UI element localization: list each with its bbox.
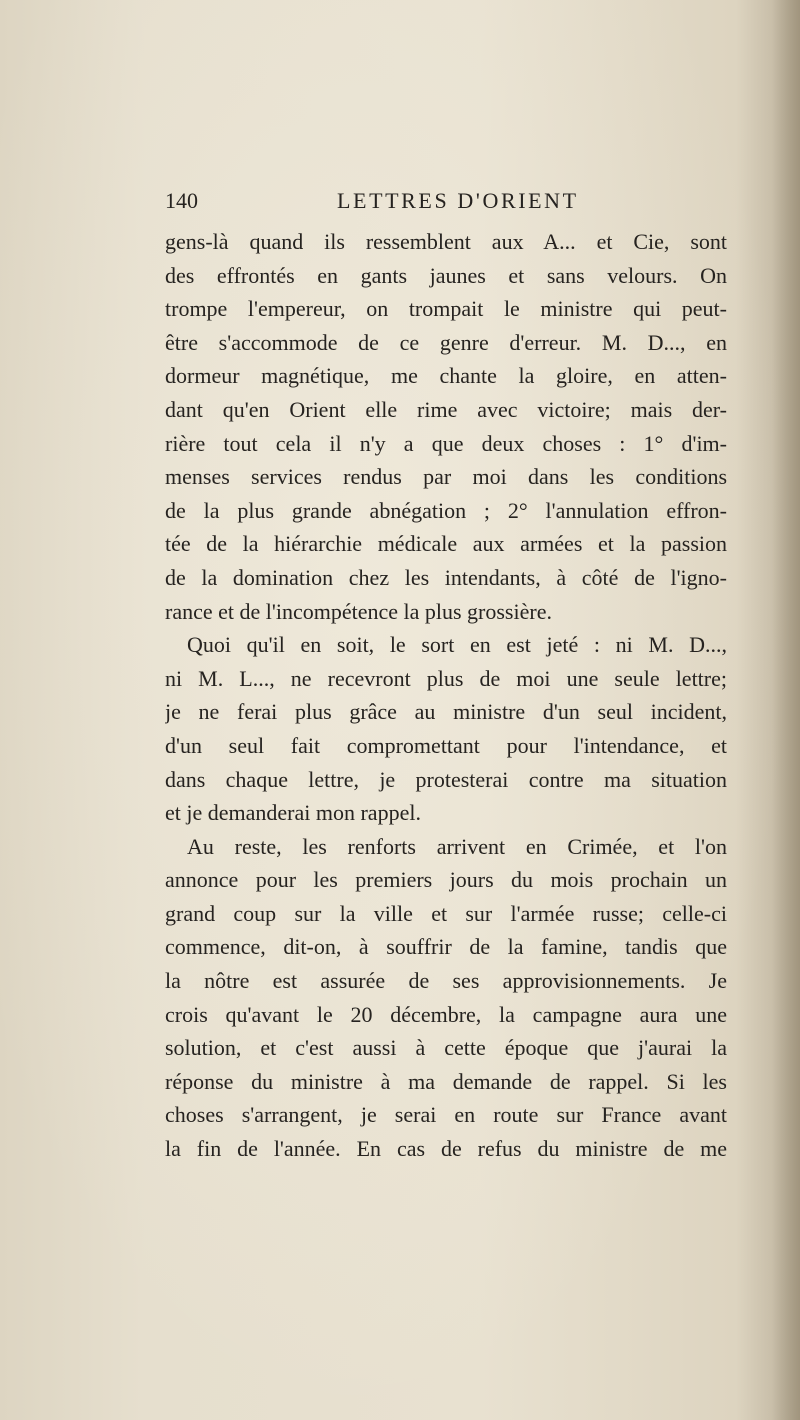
text-line: de la plus grande abnégation ; 2° l'annulation effron- <box>165 497 727 523</box>
text-line: je ne ferai plus grâce au ministre d'un seul incident, <box>165 699 727 725</box>
text-line: gens-là quand ils ressemblent aux A... et Cie, sont <box>165 229 727 254</box>
text-line: trompe l'empereur, on trompait le ministre qui peut- <box>165 296 727 322</box>
text-line: ni M. L..., ne recevront plus de moi une seule lettre; <box>165 665 727 691</box>
text-line: grand coup sur la ville et sur l'armée russe; celle-ci <box>165 900 727 926</box>
text-line: des effrontés en gants jaunes et sans velours. On <box>165 262 727 288</box>
text-line: choses s'arrangent, je serai en route sur France avant <box>165 1102 727 1128</box>
text-line: d'un seul fait compromettant pour l'intendance, et <box>165 732 727 758</box>
text-line: dormeur magnétique, me chante la gloire, en atten- <box>165 363 727 389</box>
text-line: rière tout cela il n'y a que deux choses : 1° d'im- <box>165 430 727 456</box>
text-line: dant qu'en Orient elle rime avec victoire; mais der- <box>165 396 727 422</box>
text-line: tée de la hiérarchie médicale aux armées et la passion <box>165 531 727 557</box>
text-line: menses services rendus par moi dans les conditions <box>165 464 727 490</box>
page-header <box>165 186 725 216</box>
paragraph-end-line: rance et de l'incompétence la plus grossière. <box>165 598 552 624</box>
page-edge-shadow <box>772 0 800 1420</box>
text-line: annonce pour les premiers jours du mois prochain un <box>165 867 727 893</box>
page-number: 140 <box>165 188 198 213</box>
text-line: la nôtre est assurée de ses approvisionnements. Je <box>165 968 727 994</box>
text-line: réponse du ministre à ma demande de rappel. Si les <box>165 1068 727 1094</box>
body-text <box>165 225 727 1166</box>
text-line: la fin de l'année. En cas de refus du ministre de me <box>165 1136 727 1162</box>
text-line: crois qu'avant le 20 décembre, la campagne aura une <box>165 1001 727 1027</box>
paragraph-start-line: Quoi qu'il en soit, le sort en est jeté : ni M. D..., <box>187 632 727 658</box>
text-line: dans chaque lettre, je protesterai contre ma situation <box>165 766 727 792</box>
text-line: commence, dit-on, à souffrir de la famine, tandis que <box>165 934 727 960</box>
text-line: de la domination chez les intendants, à côté de l'igno- <box>165 564 727 590</box>
paragraph-start-line: Au reste, les renforts arrivent en Crimée, et l'on <box>187 833 727 859</box>
text-line: être s'accommode de ce genre d'erreur. M. D..., en <box>165 329 727 355</box>
paragraph-end-line: et je demanderai mon rappel. <box>165 800 421 826</box>
text-line: solution, et c'est aussi à cette époque que j'aurai la <box>165 1035 727 1061</box>
running-title: LETTRES D'ORIENT <box>337 188 579 213</box>
